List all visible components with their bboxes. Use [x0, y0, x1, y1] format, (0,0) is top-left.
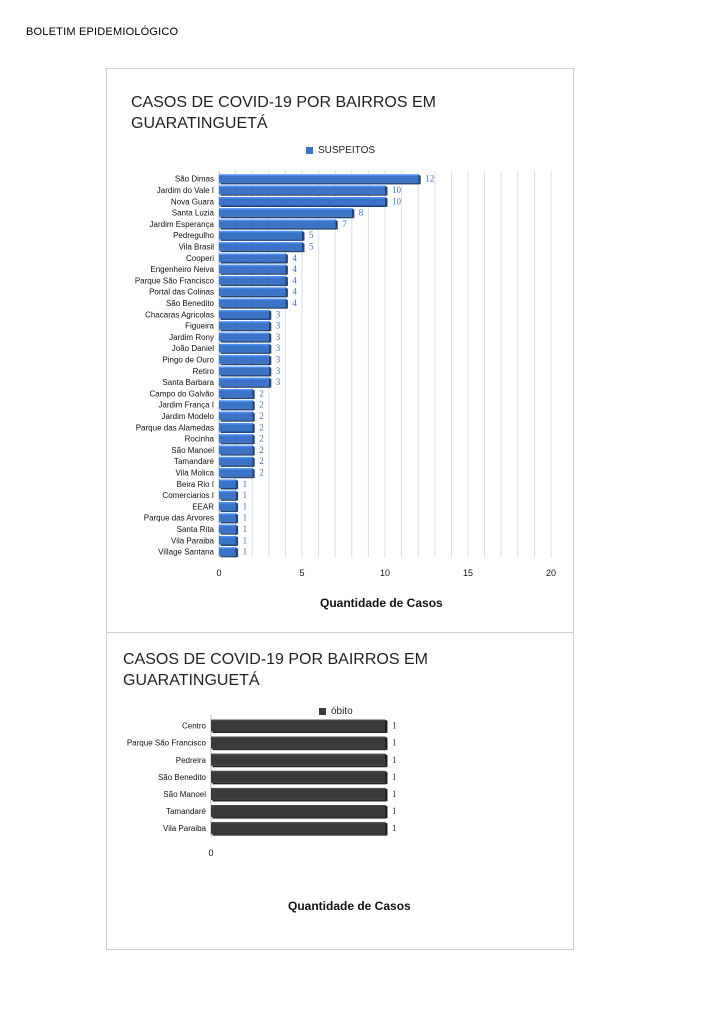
- bar-shadow: [221, 251, 304, 253]
- category-label: Santa Barbara: [162, 378, 214, 388]
- bar-shadow: [221, 511, 238, 512]
- data-label: 5: [309, 230, 314, 241]
- data-label: 12: [425, 173, 435, 184]
- category-label: Pedreira: [175, 755, 206, 765]
- category-label: Vila Molica: [175, 468, 214, 478]
- bar-side: [285, 265, 288, 275]
- data-label: 4: [292, 286, 297, 297]
- category-label: Santa Rita: [176, 524, 214, 534]
- bar-side: [385, 805, 388, 819]
- category-label: Chacaras Agricolas: [145, 310, 214, 320]
- category-label: Parque das Alamedas: [135, 423, 214, 433]
- x-tick-label: 20: [545, 568, 557, 578]
- bar-highlight: [211, 720, 385, 722]
- category-label: EEAR: [192, 502, 214, 512]
- bar-highlight: [219, 513, 236, 515]
- bar-shadow: [221, 533, 238, 535]
- bar-highlight: [219, 446, 252, 448]
- bar-shadow: [221, 262, 287, 264]
- data-label: 1: [392, 754, 397, 765]
- data-label: 3: [275, 331, 281, 342]
- bar-shadow: [213, 732, 387, 734]
- data-label: 1: [392, 788, 397, 799]
- bar-side: [385, 771, 388, 785]
- data-label: 4: [292, 275, 297, 286]
- bar-highlight: [219, 491, 236, 493]
- bar-highlight: [219, 276, 285, 278]
- category-label: João Daniel: [171, 344, 214, 354]
- bar-highlight: [219, 265, 285, 267]
- data-label: 2: [259, 444, 264, 455]
- bar-shadow: [213, 817, 387, 819]
- bar-highlight: [219, 547, 236, 549]
- bar: [211, 737, 385, 749]
- category-label: Jardim França I: [158, 400, 214, 410]
- bar-highlight: [219, 333, 269, 335]
- bar-shadow: [213, 766, 387, 768]
- category-label: Retiro: [192, 366, 214, 376]
- deaths-chart-panel: [106, 632, 574, 950]
- bar-highlight: [219, 208, 352, 210]
- bar-shadow: [221, 285, 287, 287]
- suspected-cases-bar-chart: [107, 69, 575, 589]
- bar-shadow: [221, 194, 387, 196]
- bar-highlight: [211, 737, 385, 739]
- category-label: Tamandaré: [173, 457, 214, 467]
- category-label: Parque São Francisco: [134, 276, 214, 286]
- data-label: 1: [392, 771, 397, 782]
- bar-shadow: [221, 499, 238, 501]
- category-label: São Benedito: [165, 298, 214, 308]
- bar-shadow: [221, 432, 254, 434]
- bar-highlight: [219, 423, 252, 425]
- bar-highlight: [219, 321, 269, 323]
- bar-highlight: [219, 174, 418, 176]
- bar-highlight: [219, 231, 302, 233]
- bar-shadow: [221, 443, 254, 445]
- data-label: 1: [392, 823, 397, 834]
- bar-highlight: [219, 536, 236, 538]
- category-label: Beira Rio I: [176, 479, 214, 489]
- bar-shadow: [221, 488, 238, 490]
- category-label: Jardim Rony: [169, 332, 214, 342]
- bar-highlight: [211, 822, 385, 824]
- data-label: 7: [342, 218, 347, 229]
- bar-highlight: [219, 299, 285, 301]
- bar-shadow: [213, 834, 387, 836]
- bar-shadow: [221, 330, 271, 332]
- bar: [211, 754, 385, 766]
- data-label: 2: [259, 422, 264, 433]
- bar-shadow: [221, 545, 238, 547]
- bar-shadow: [221, 239, 304, 241]
- data-label: 5: [309, 241, 314, 252]
- data-label: 3: [275, 354, 281, 365]
- x-axis-label: Quantidade de Casos: [288, 899, 411, 913]
- bar-highlight: [219, 412, 252, 414]
- bar-shadow: [221, 556, 238, 558]
- category-label: Parque das Arvores: [143, 513, 214, 523]
- bar-side: [385, 754, 388, 768]
- category-label: Vila Paraiba: [163, 824, 206, 834]
- category-label: Santa Luzia: [171, 208, 214, 218]
- category-label: Tamandaré: [165, 807, 206, 817]
- category-label: São Dimas: [174, 174, 214, 184]
- category-label: Nova Guara: [170, 197, 214, 207]
- bar-shadow: [221, 398, 254, 400]
- bar-side: [385, 737, 388, 751]
- bar: [211, 805, 385, 817]
- bar-highlight: [219, 434, 252, 436]
- bar-highlight: [219, 242, 302, 244]
- bar-shadow: [221, 228, 337, 230]
- bar: [211, 771, 385, 783]
- category-label: Centro: [181, 721, 206, 731]
- suspected-cases-chart-panel: [106, 68, 574, 633]
- category-label: Jardim Esperança: [149, 219, 214, 229]
- category-label: Jardim do Vale I: [156, 185, 214, 195]
- category-label: Pingo de Ouro: [162, 355, 214, 365]
- data-label: 1: [242, 512, 248, 523]
- data-label: 3: [275, 320, 281, 331]
- x-tick-label: 15: [462, 568, 474, 578]
- bar-shadow: [221, 296, 287, 298]
- data-label: 1: [392, 806, 397, 817]
- x-tick-label: 0: [208, 848, 214, 858]
- bar-shadow: [221, 183, 420, 185]
- data-label: 1: [242, 523, 248, 534]
- category-label: Parque São Francisco: [126, 738, 206, 748]
- data-label: 1: [242, 501, 248, 512]
- data-label: 4: [292, 252, 297, 263]
- chart-title: CASOS DE COVID-19 POR BAIRROS EM GUARATINGUETÁ: [123, 651, 428, 689]
- bar-shadow: [213, 800, 387, 802]
- x-tick-label: 0: [216, 568, 222, 578]
- bar-highlight: [211, 754, 385, 756]
- legend-label: SUSPEITOS: [318, 145, 376, 156]
- bar-highlight: [211, 771, 385, 773]
- bar-shadow: [221, 477, 254, 479]
- bar-shadow: [221, 409, 254, 411]
- category-label: Vila Brasil: [178, 242, 214, 252]
- bar-shadow: [221, 454, 254, 456]
- x-tick-label: 5: [299, 568, 305, 578]
- bar-shadow: [221, 420, 254, 422]
- bar-shadow: [221, 465, 254, 467]
- x-tick-label: 10: [379, 568, 391, 578]
- bar-highlight: [219, 355, 269, 357]
- bar-highlight: [219, 468, 252, 470]
- category-label: Portal das Colinas: [149, 287, 214, 297]
- bar-highlight: [211, 788, 385, 790]
- category-label: São Manoel: [163, 789, 206, 799]
- bar-side: [385, 720, 388, 734]
- category-label: São Benedito: [157, 772, 206, 782]
- data-label: 10: [392, 196, 401, 207]
- bar-highlight: [219, 502, 236, 504]
- data-label: 8: [358, 207, 364, 218]
- bar-shadow: [221, 522, 238, 524]
- bar-side: [418, 174, 421, 184]
- bar-shadow: [221, 319, 271, 321]
- bar-highlight: [219, 400, 252, 402]
- data-label: 2: [259, 467, 264, 478]
- bar: [211, 720, 385, 732]
- data-label: 1: [242, 546, 248, 557]
- bar-highlight: [211, 805, 385, 807]
- data-label: 1: [392, 720, 397, 731]
- data-label: 2: [259, 410, 264, 421]
- bar-side: [236, 502, 239, 512]
- category-label: São Manoel: [171, 445, 214, 455]
- data-label: 2: [259, 399, 264, 410]
- chart-title: CASOS DE COVID-19 POR BAIRROS EM GUARATINGUETÁ: [131, 94, 436, 132]
- data-label: 1: [242, 535, 248, 546]
- bar-shadow: [221, 273, 287, 275]
- bar-shadow: [221, 217, 354, 219]
- data-label: 3: [275, 343, 281, 354]
- data-label: 2: [259, 456, 264, 467]
- bar-highlight: [219, 457, 252, 459]
- data-label: 4: [292, 264, 297, 275]
- bar-highlight: [219, 480, 236, 482]
- bar-shadow: [213, 783, 387, 785]
- bar-highlight: [219, 287, 285, 289]
- bar-highlight: [219, 525, 236, 527]
- data-label: 3: [275, 377, 281, 388]
- bar-shadow: [221, 352, 271, 354]
- data-label: 3: [275, 365, 281, 376]
- bar-shadow: [221, 375, 271, 377]
- category-label: Village Santana: [158, 547, 214, 557]
- category-label: Engenheiro Neiva: [150, 265, 214, 275]
- bar-shadow: [221, 364, 271, 366]
- bar: [211, 788, 385, 800]
- bar: [211, 822, 385, 834]
- category-label: Vila Paraiba: [171, 536, 214, 546]
- data-label: 2: [259, 388, 264, 399]
- category-label: Campo do Galvão: [149, 389, 214, 399]
- data-label: 4: [292, 297, 297, 308]
- bar-highlight: [219, 254, 285, 256]
- data-label: 1: [242, 478, 248, 489]
- bar-highlight: [219, 389, 252, 391]
- bar-highlight: [219, 344, 269, 346]
- category-label: Jardim Modelo: [161, 411, 214, 421]
- bar-highlight: [219, 197, 385, 199]
- deaths-bar-chart: [107, 633, 575, 893]
- category-label: Rocinha: [184, 434, 214, 444]
- bar-side: [385, 822, 388, 836]
- bar-shadow: [213, 749, 387, 751]
- data-label: 2: [259, 433, 264, 444]
- bar-highlight: [219, 367, 269, 369]
- data-label: 1: [242, 490, 248, 501]
- category-label: Pedregulho: [173, 231, 214, 241]
- bar-highlight: [219, 186, 385, 188]
- bar-highlight: [219, 220, 335, 222]
- legend-label: óbito: [331, 706, 353, 717]
- data-label: 10: [392, 184, 401, 195]
- category-label: Cooperi: [185, 253, 214, 263]
- bar-highlight: [219, 310, 269, 312]
- bar-shadow: [221, 341, 271, 343]
- bar-side: [385, 788, 388, 802]
- bar-highlight: [219, 378, 269, 380]
- document-header: BOLETIM EPIDEMIOLÓGICO: [26, 26, 179, 38]
- data-label: 3: [275, 309, 281, 320]
- category-label: Figueira: [185, 321, 214, 331]
- category-label: Comerciarios I: [162, 491, 214, 501]
- x-axis-label: Quantidade de Casos: [320, 596, 443, 610]
- data-label: 1: [392, 737, 397, 748]
